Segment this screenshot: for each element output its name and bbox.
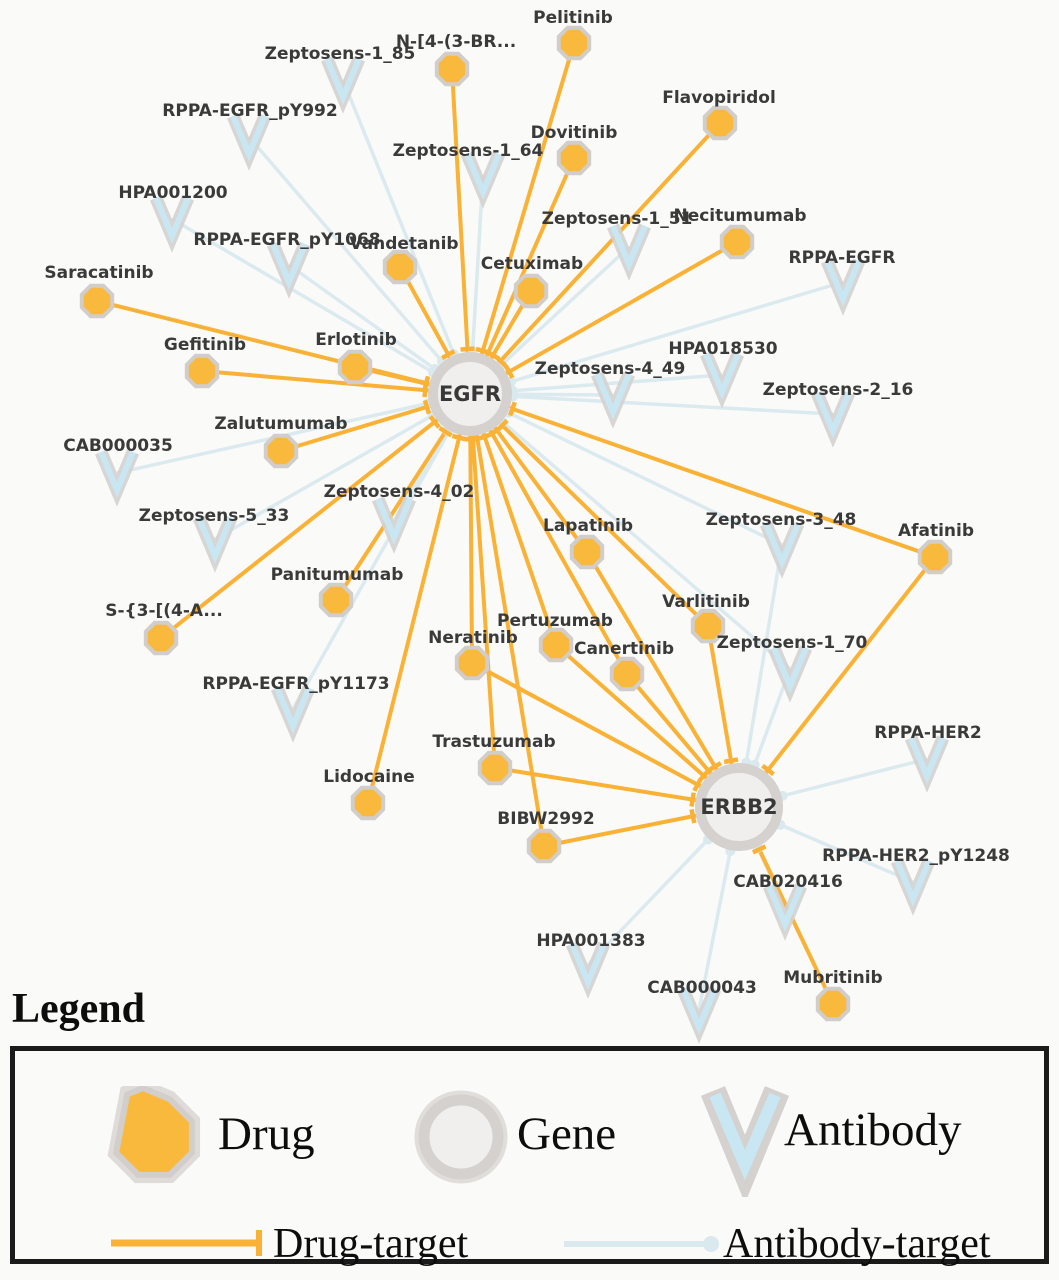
drug-octagon-icon — [103, 1086, 205, 1188]
drug-node-Lidocaine[interactable] — [353, 788, 383, 818]
gene-circle-icon — [413, 1089, 509, 1185]
node-label-Saracatinib: Saracatinib — [44, 263, 154, 283]
antibody-node-RPPA-HER2[interactable] — [911, 738, 943, 776]
drug-node-Neratinib[interactable] — [457, 648, 487, 678]
node-label-Erlotinib: Erlotinib — [315, 330, 397, 350]
drug-node-Mubritinib[interactable] — [818, 989, 848, 1019]
antibody-chevron-icon — [697, 1077, 793, 1197]
antibody-node-Zeptosens-1_85[interactable] — [327, 59, 359, 97]
node-label-N-BR: N-[4-(3-BR... — [395, 32, 517, 52]
drug-node-Vandetanib[interactable] — [385, 252, 415, 282]
gene-label-EGFR: EGFR — [438, 382, 502, 406]
gene-label-ERBB2: ERBB2 — [700, 795, 778, 819]
node-label-Varlitinib: Varlitinib — [662, 592, 750, 612]
gene-node-ERBB2[interactable] — [700, 768, 778, 846]
gene-node-EGFR[interactable] — [433, 357, 507, 431]
drug-node-S-A[interactable] — [146, 623, 176, 653]
legend-antibody-label: Antibody — [784, 1104, 962, 1156]
drug-node-Trastuzumab[interactable] — [480, 753, 510, 783]
antibody-node-Zeptosens-4_49[interactable] — [597, 374, 629, 412]
drug-target-edge-icon — [107, 1227, 277, 1259]
legend-box — [10, 1046, 1049, 1267]
node-label-Zeptosens-1_70: Zeptosens-1_70 — [716, 633, 868, 653]
antibody-chevron-fill-Zeptosens-1_85 — [327, 59, 359, 97]
node-label-CAB020416: CAB020416 — [733, 872, 843, 892]
drug-node-Dovitinib[interactable] — [559, 143, 589, 173]
node-label-Vandetanib: Vandetanib — [349, 234, 459, 254]
antibody-node-HPA018530[interactable] — [706, 354, 738, 392]
node-label-Zeptosens-2_16: Zeptosens-2_16 — [762, 380, 914, 400]
node-label-Lapatinib: Lapatinib — [543, 516, 633, 536]
node-label-Zeptosens-1_64: Zeptosens-1_64 — [392, 141, 544, 161]
antibody-chevron-fill-HPA018530 — [706, 354, 738, 392]
node-label-HPA018530: HPA018530 — [668, 339, 778, 359]
drug-node-Flavopiridol[interactable] — [705, 108, 735, 138]
node-label-Zeptosens-4_02: Zeptosens-4_02 — [323, 482, 475, 502]
node-label-RPPA-EGFR_pY1173: RPPA-EGFR_pY1173 — [202, 674, 390, 694]
node-label-Pelitinib: Pelitinib — [533, 8, 613, 28]
drug-edge-tee-BIBW2992 — [470, 437, 484, 439]
node-label-Afatinib: Afatinib — [897, 521, 975, 541]
node-label-Cetuximab: Cetuximab — [480, 254, 584, 274]
node-label-S-A: S-{3-[(4-A... — [105, 601, 223, 621]
drug-node-BIBW2992[interactable] — [529, 831, 559, 861]
drug-node-Necitumumab[interactable] — [722, 227, 752, 257]
node-label-Zeptosens-1_85: Zeptosens-1_85 — [264, 44, 416, 64]
antibody-chevron-fill-CAB000035 — [101, 452, 133, 490]
antibody-node-RPPA-HER2_pY1248[interactable] — [897, 861, 929, 899]
node-label-CAB000035: CAB000035 — [63, 436, 173, 456]
drug-edge-tee-Erlotinib — [425, 377, 428, 391]
antibody-chevron-fill-RPPA-HER2 — [911, 738, 943, 776]
legend-antibody-target-label: Antibody-target — [723, 1221, 991, 1267]
edge-drug-N-BR-EGFR — [452, 69, 470, 394]
legend-gene-label: Gene — [517, 1108, 617, 1160]
drug-edge-tee-Trastuzumab — [691, 793, 693, 807]
drug-edge-tee-N-BR — [461, 349, 475, 350]
node-label-HPA001383: HPA001383 — [536, 931, 646, 951]
node-label-Panitumumab: Panitumumab — [270, 565, 404, 585]
legend-drug-target-label: Drug-target — [273, 1221, 469, 1267]
antibody-chevron-fill-HPA001200 — [156, 198, 188, 236]
drug-node-Cetuximab[interactable] — [516, 276, 546, 306]
antibody-node-CAB000035[interactable] — [101, 452, 133, 490]
node-label-RPPA-EGFR_pY1068: RPPA-EGFR_pY1068 — [193, 230, 381, 250]
node-label-Canertinib: Canertinib — [573, 639, 675, 659]
drug-edge-tee-BIBW2992 — [692, 809, 695, 823]
drug-edge-tee-Varlitinib — [724, 759, 738, 761]
node-label-Zeptosens-4_49: Zeptosens-4_49 — [534, 359, 686, 379]
node-label-Neratinib: Neratinib — [428, 628, 518, 648]
antibody-target-edge-icon — [560, 1229, 730, 1259]
node-label-HPA001200: HPA001200 — [118, 183, 228, 203]
node-label-Flavopiridol: Flavopiridol — [662, 88, 776, 108]
drug-node-Gefitinib[interactable] — [187, 356, 217, 386]
drug-node-Canertinib[interactable] — [612, 659, 642, 689]
node-label-Dovitinib: Dovitinib — [530, 123, 618, 143]
drug-node-Afatinib[interactable] — [920, 542, 950, 572]
node-label-Zeptosens-3_48: Zeptosens-3_48 — [705, 510, 857, 530]
node-label-BIBW2992: BIBW2992 — [497, 809, 595, 829]
drug-node-Pertuzumab[interactable] — [541, 630, 571, 660]
antibody-node-HPA001200[interactable] — [156, 198, 188, 236]
node-label-RPPA-EGFR_pY992: RPPA-EGFR_pY992 — [162, 101, 338, 121]
node-label-Zeptosens-5_33: Zeptosens-5_33 — [138, 506, 290, 526]
drug-node-Panitumumab[interactable] — [321, 585, 351, 615]
antibody-chevron-fill-RPPA-HER2_pY1248 — [897, 861, 929, 899]
node-label-RPPA-EGFR: RPPA-EGFR — [788, 248, 896, 268]
legend-drug-label: Drug — [218, 1108, 315, 1160]
drug-node-Zalutumumab[interactable] — [266, 436, 296, 466]
node-label-Trastuzumab: Trastuzumab — [432, 732, 556, 752]
node-label-Mubritinib: Mubritinib — [783, 968, 883, 988]
node-label-RPPA-HER2_pY1248: RPPA-HER2_pY1248 — [822, 846, 1010, 866]
node-label-Lidocaine: Lidocaine — [323, 767, 415, 787]
drug-node-Lapatinib[interactable] — [572, 537, 602, 567]
node-label-CAB000043: CAB000043 — [647, 978, 757, 998]
node-label-Necitumumab: Necitumumab — [673, 206, 807, 226]
drug-node-Pelitinib[interactable] — [559, 28, 589, 58]
drug-node-Saracatinib[interactable] — [82, 286, 112, 316]
edge-drug-Afatinib-EGFR — [470, 394, 935, 557]
node-label-Gefitinib: Gefitinib — [163, 335, 247, 355]
legend-title: Legend — [12, 986, 146, 1032]
node-label-Pertuzumab: Pertuzumab — [497, 611, 613, 631]
drug-node-N-BR[interactable] — [437, 54, 467, 84]
node-label-Zalutumumab: Zalutumumab — [214, 414, 348, 434]
node-label-Zeptosens-1_51: Zeptosens-1_51 — [541, 209, 693, 229]
drug-node-Erlotinib[interactable] — [340, 352, 370, 382]
antibody-chevron-fill-Zeptosens-4_49 — [597, 374, 629, 412]
node-label-RPPA-HER2: RPPA-HER2 — [874, 723, 982, 743]
